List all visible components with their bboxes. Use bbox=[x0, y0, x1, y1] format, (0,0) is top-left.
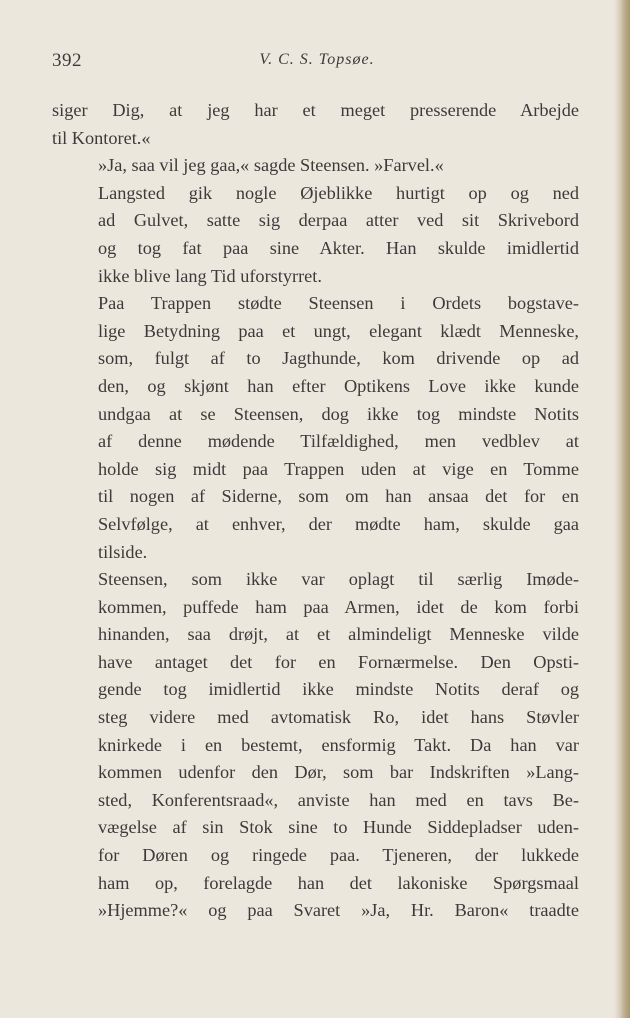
text-line: have antaget det for en Fornærmelse. Den Opsti- bbox=[98, 651, 579, 672]
text-line: den, og skjønt han efter Optikens Love ikke kunde bbox=[98, 375, 579, 396]
text-line: knirkede i en bestemt, ensformig Takt. Da han var bbox=[98, 734, 579, 755]
body-text bbox=[52, 97, 579, 925]
paragraph-3 bbox=[52, 180, 579, 290]
text-line: sted, Konferentsraad«, anviste han med en tavs Be- bbox=[98, 789, 579, 810]
text-line: vægelse af sin Stok sine to Hunde Siddepladser uden- bbox=[98, 817, 579, 838]
text-line: »Hjemme?« og paa Svaret »Ja, Hr. Baron« traadte bbox=[98, 900, 579, 921]
text-line: Paa Trappen stødte Steensen i Ordets bogstave- bbox=[98, 293, 579, 314]
text-line: Steensen, som ikke var oplagt til særlig Imøde- bbox=[98, 569, 579, 590]
text-line: holde sig midt paa Trappen uden at vige en Tomme bbox=[98, 458, 579, 479]
paragraph-5 bbox=[52, 566, 579, 925]
paragraph-4 bbox=[52, 290, 579, 566]
text-line: hinanden, saa drøjt, at et almindeligt Menneske vilde bbox=[98, 624, 579, 645]
text-line: steg videre med avtomatisk Ro, idet hans Støvler bbox=[98, 707, 579, 728]
text-line: kommen, puffede ham paa Armen, idet de kom forbi bbox=[98, 596, 579, 617]
text-line: som, fulgt af to Jagthunde, kom drivende op ad bbox=[98, 348, 579, 369]
text-line: ham op, forelagde han det lakoniske Spørgsmaal bbox=[98, 872, 579, 893]
page-header bbox=[52, 50, 582, 76]
text-line: og tog fat paa sine Akter. Han skulde imidlertid bbox=[98, 237, 579, 258]
page-number: 392 bbox=[52, 50, 82, 71]
paragraph-1 bbox=[52, 97, 579, 152]
text-line: siger Dig, at jeg har et meget presserende Arbejde bbox=[52, 100, 579, 120]
text-line: undgaa at se Steensen, dog ikke tog mindste Notits bbox=[98, 403, 579, 424]
text-line: tilside. bbox=[98, 541, 148, 562]
text-line: af denne mødende Tilfældighed, men vedblev at bbox=[98, 431, 579, 452]
text-line: for Døren og ringede paa. Tjeneren, der lukkede bbox=[98, 845, 579, 866]
text-line: »Ja, saa vil jeg gaa,« sagde Steensen. »Farvel.« bbox=[98, 155, 444, 176]
running-head: V. C. S. Topsøe. bbox=[259, 51, 375, 68]
text-line: Selvfølge, at enhver, der mødte ham, skulde gaa bbox=[98, 513, 579, 534]
paragraph-2 bbox=[52, 152, 579, 180]
text-line: ikke blive lang Tid uforstyrret. bbox=[98, 265, 322, 286]
page-edge-shadow bbox=[614, 0, 630, 1018]
text-line: gende tog imidlertid ikke mindste Notits deraf og bbox=[98, 679, 579, 700]
text-line: til nogen af Siderne, som om han ansaa det for en bbox=[98, 486, 579, 507]
text-line: lige Betydning paa et ungt, elegant klædt Menneske, bbox=[98, 320, 579, 341]
text-line: Langsted gik nogle Øjeblikke hurtigt op og ned bbox=[98, 182, 579, 203]
text-line: kommen udenfor den Dør, som bar Indskriften »Lang- bbox=[98, 762, 579, 783]
text-line: til Kontoret.« bbox=[52, 127, 151, 148]
text-line: ad Gulvet, satte sig derpaa atter ved sit Skrivebord bbox=[98, 210, 579, 231]
